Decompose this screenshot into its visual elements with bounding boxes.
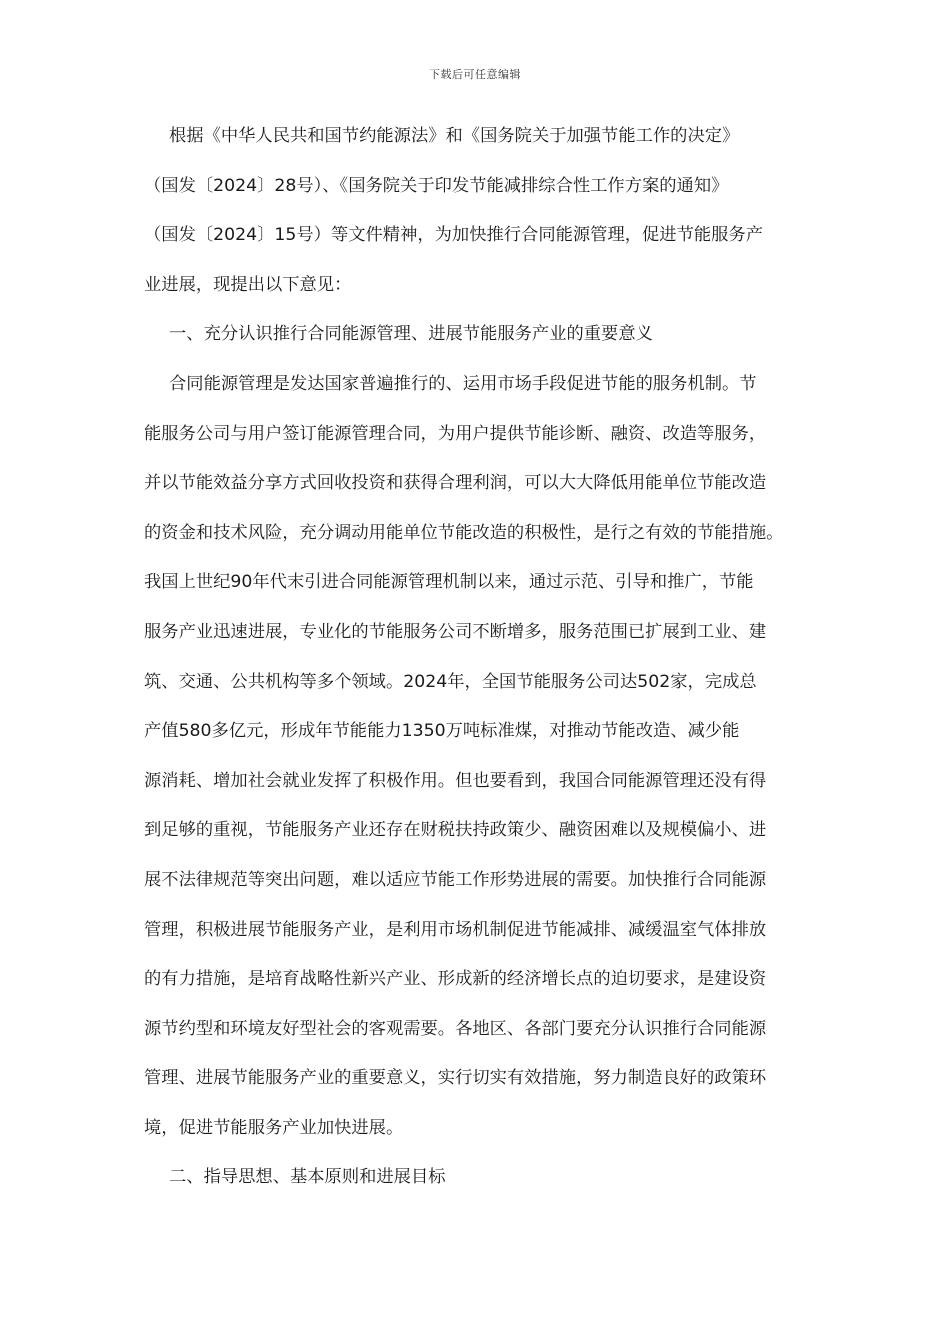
paragraph-line: 能服务公司与用户签订能源管理合同，为用户提供节能诊断、融资、改造等服务， — [144, 423, 767, 444]
paragraph-line: 根据《中华人民共和国节约能源法》和《国务院关于加强节能工作的决定》 — [169, 126, 740, 146]
paragraph-line: 管理，积极进展节能服务产业，是利用市场机制促进节能减排、减缓温室气体排放 — [144, 919, 767, 940]
paragraph-line: 源节约型和环境友好型社会的客观需要。各地区、各部门要充分认识推行合同能源 — [144, 1018, 767, 1039]
paragraph-line: 筑、交通、公共机构等多个领域。2024年，全国节能服务公司达502家，完成总 — [144, 671, 757, 692]
paragraph-line: 业进展，现提出以下意见： — [144, 274, 352, 295]
paragraph-line: （国发〔2024〕28号）、《国务院关于印发节能减排综合性工作方案的通知》 — [144, 175, 729, 196]
paragraph-line: （国发〔2024〕15号）等文件精神，为加快推行合同能源管理，促进节能服务产 — [144, 225, 763, 246]
paragraph-line: 到足够的重视，节能服务产业还存在财税扶持政策少、融资困难以及规模偏小、进 — [144, 820, 767, 841]
paragraph-line: 我国上世纪90年代末引进合同能源管理机制以来，通过示范、引导和推广，节能 — [144, 572, 754, 593]
paragraph-line: 源消耗、增加社会就业发挥了积极作用。但也要看到，我国合同能源管理还没有得 — [144, 770, 767, 791]
section-heading: 一、充分认识推行合同能源管理、进展节能服务产业的重要意义 — [169, 324, 653, 345]
page-header-note: 下载后可任意编辑 — [429, 68, 521, 81]
paragraph-line: 产值580多亿元，形成年节能能力1350万吨标准煤，对推动节能改造、减少能 — [144, 721, 740, 742]
paragraph-line: 管理、进展节能服务产业的重要意义，实行切实有效措施，努力制造良好的政策环 — [144, 1068, 767, 1089]
paragraph-line: 的有力措施，是培育战略性新兴产业、形成新的经济增长点的迫切要求，是建设资 — [144, 969, 767, 990]
paragraph-line: 展不法律规范等突出问题，难以适应节能工作形势进展的需要。加快推行合同能源 — [144, 869, 767, 890]
paragraph-line: 的资金和技术风险，充分调动用能单位节能改造的积极性，是行之有效的节能措施。 — [144, 522, 784, 543]
paragraph-line: 合同能源管理是发达国家普遍推行的、运用市场手段促进节能的服务机制。节 — [169, 373, 757, 394]
paragraph-line: 境，促进节能服务产业加快进展。 — [144, 1117, 404, 1138]
paragraph-line: 服务产业迅速进展，专业化的节能服务公司不断增多，服务范围已扩展到工业、建 — [144, 621, 767, 642]
document-body — [144, 119, 820, 1210]
paragraph-line: 并以节能效益分享方式回收投资和获得合理利润，可以大大降低用能单位节能改造 — [144, 473, 767, 494]
section-heading: 二、指导思想、基本原则和进展目标 — [169, 1167, 446, 1188]
